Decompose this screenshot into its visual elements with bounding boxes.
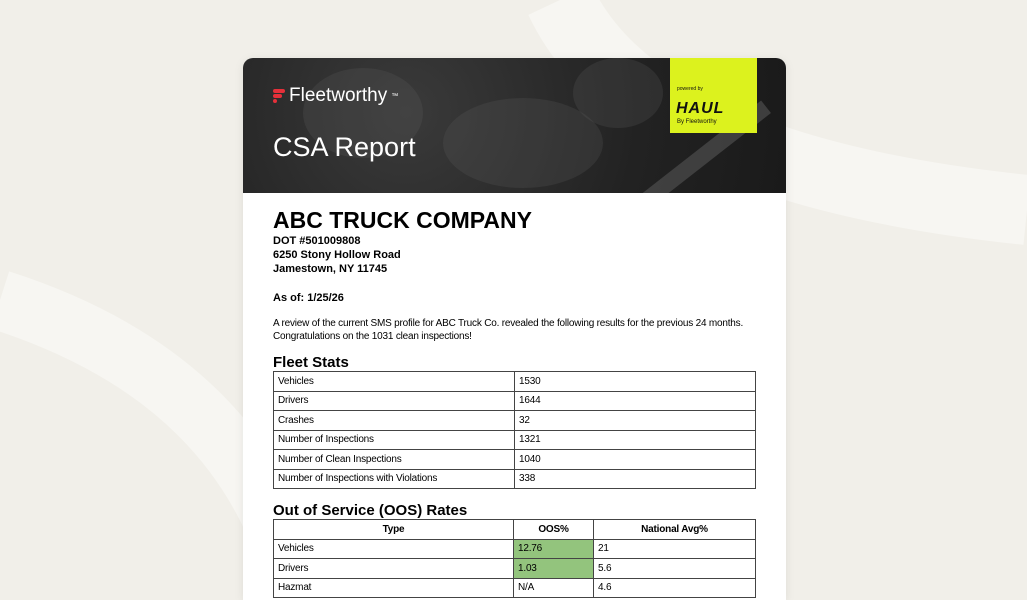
table-header-row: [274, 520, 756, 540]
report-title: CSA Report: [273, 132, 416, 162]
stat-label: Vehicles: [274, 372, 515, 392]
report-body: [273, 206, 756, 598]
brand-name: Fleetworthy: [289, 85, 388, 106]
fleet-stats-title: Fleet Stats: [273, 354, 349, 371]
table-row: [274, 391, 756, 411]
table-row: [274, 559, 756, 579]
table-row: [274, 372, 756, 392]
header-photo-tree: [573, 58, 663, 128]
oos-percent: 1.03: [514, 559, 594, 579]
stat-value: 1644: [515, 391, 756, 411]
fleet-stats-table: [273, 371, 756, 489]
fleetworthy-logo-icon: [273, 89, 285, 103]
national-avg: 4.6: [594, 578, 756, 598]
intro-text: A review of the current SMS profile for ABC Truck Co. revealed the following results for the previous 24 months. Congratulations on the 1031 clean inspections!: [273, 318, 744, 342]
report-card: [243, 58, 786, 600]
table-row: [274, 539, 756, 559]
fleetworthy-logo: [273, 85, 398, 107]
brand-trademark: ™: [391, 92, 399, 100]
dot-number: DOT #501009808: [273, 235, 361, 247]
national-avg: 5.6: [594, 559, 756, 579]
oos-percent: N/A: [514, 578, 594, 598]
oos-type: Vehicles: [274, 539, 514, 559]
oos-type: Drivers: [274, 559, 514, 579]
stat-value: 32: [515, 411, 756, 431]
stat-value: 338: [515, 469, 756, 489]
stat-label: Number of Inspections with Violations: [274, 469, 515, 489]
table-row: [274, 578, 756, 598]
haul-logo: HAUL: [676, 100, 725, 117]
stat-value: 1530: [515, 372, 756, 392]
city-address: Jamestown, NY 11745: [273, 263, 388, 275]
stat-label: Crashes: [274, 411, 515, 431]
street-address: 6250 Stony Hollow Road: [273, 249, 401, 261]
oos-table: [273, 519, 756, 598]
oos-percent: 12.76: [514, 539, 594, 559]
table-row: [274, 430, 756, 450]
report-header: [243, 58, 786, 193]
stat-label: Number of Inspections: [274, 430, 515, 450]
stat-label: Number of Clean Inspections: [274, 450, 515, 470]
stat-value: 1040: [515, 450, 756, 470]
haul-badge: [670, 58, 757, 133]
national-avg: 21: [594, 539, 756, 559]
as-of-date: As of: 1/25/26: [273, 292, 344, 304]
stat-value: 1321: [515, 430, 756, 450]
column-header: Type: [274, 520, 514, 540]
column-header: OOS%: [514, 520, 594, 540]
oos-type: Hazmat: [274, 578, 514, 598]
stat-label: Drivers: [274, 391, 515, 411]
by-fleetworthy-label: By Fleetworthy: [677, 119, 717, 125]
company-name: ABC TRUCK COMPANY: [273, 207, 532, 233]
column-header: National Avg%: [594, 520, 756, 540]
table-row: [274, 450, 756, 470]
powered-by-label: powered by: [677, 86, 703, 92]
table-row: [274, 469, 756, 489]
table-row: [274, 411, 756, 431]
oos-title: Out of Service (OOS) Rates: [273, 502, 468, 519]
